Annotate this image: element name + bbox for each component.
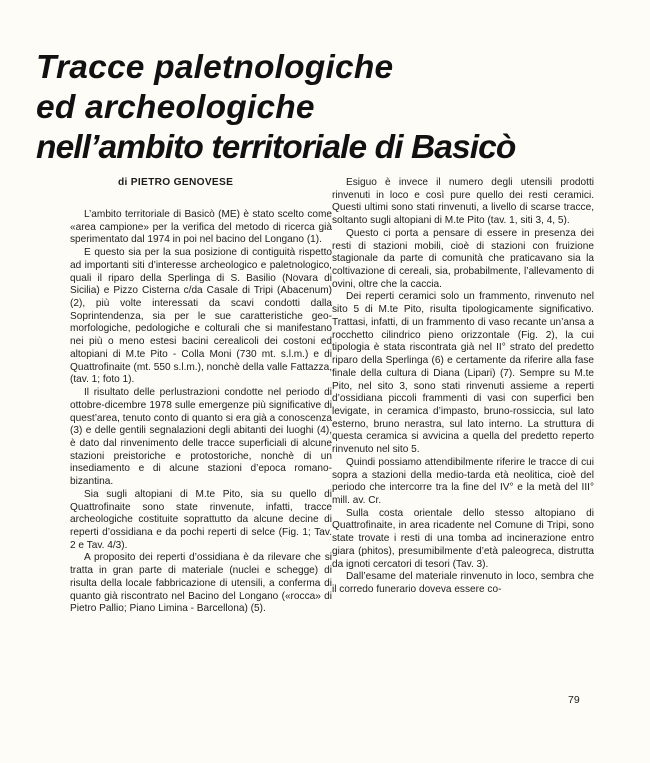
paragraph: Dei reperti ceramici solo un frammento, rinvenuto nel sito 5 di M.te Pito, risulta tipologicamente significativo. Trattasi, infatti, di un frammento di vaso recante un’ansa a rocchetto cilindrico pieno orizzontale (Fig. 2), la cui tipologia è stata riscontrata già nel II° strato del predetto riparo della Sperlinga (6) e certamente da riferire alla fase finale della cultura di Diana (Lipari) (7). Sempre su M.te Pito, nel sito 3, sono stati rinvenuti assieme a reperti d’ossidiana piccoli frammenti di vasi con superfici ben levigate, in ceramica d’impasto, bruno-rossiccia, sul lato esterno, bruno nerastra, sul lato interno. La struttura di questa ceramica si avvicina a quella del predetto reperto rinvenuto nel sito 5. <box>332 291 594 456</box>
paragraph: Dall’esame del materiale rinvenuto in loco, sembra che il corredo funerario doveva essere co- <box>332 571 594 595</box>
left-column <box>70 209 332 616</box>
paragraph: Questo ci porta a pensare di essere in presenza dei resti di stazioni mobili, cioè di stazioni con fruizione stagionale da parte di comunità che praticavano sia la coltivazione di cereali, sia, probabilmente, l’allevamento di ovini, oltre che la caccia. <box>332 227 594 290</box>
author-byline: di PIETRO GENOVESE <box>118 177 234 188</box>
paragraph: Sia sugli altopiani di M.te Pito, sia su quello di Quattrofinaite sono state rinvenute, infatti, tracce archeologiche costituite soprattutto da alcune decine di reperti d’ossidiana e da pochi reperti di selce (Fig. 1; Tav. 2 e Tav. 4/3). <box>70 488 332 551</box>
article-title <box>36 48 626 168</box>
paragraph: Quindi possiamo attendibilmente riferire le tracce di cui sopra a stazioni della medio-tarda età neolitica, cioè del periodo che intercorre tra la fine del IV° e la metà del III° mill. av. Cr. <box>332 456 594 506</box>
title-line-2: ed archeologiche <box>36 89 315 126</box>
paragraph: L’ambito territoriale di Basicò (ME) è stato scelto come «area campione» per la verifica del metodo di ricerca già sperimentato dal 1974 in poi nel bacino del Longano (1). <box>70 209 332 246</box>
paragraph: Sulla costa orientale dello stesso altopiano di Quattrofinaite, in area ricadente nel Comune di Tripi, sono state trovate i resti di una tomba ad incinerazione entro giara (phitos), presumibilmente d’età paleogreca, distrutta da ignoti cercatori di tesori (Tav. 3). <box>332 507 594 570</box>
paragraph: E questo sia per la sua posizione di contiguità rispetto ad importanti siti d’interesse archeologico e paletnologico, quali il riparo della Sperlinga di S. Basilio (Novara di Sicilia) e Pizzo Cisterna c/da Casale di Tripi (Abacenum) (2), più volte interessati da scavi condotti dalla Soprintendenza, sia per le sue caratteristiche geo-morfologiche, pedologiche e colturali che si manifestano nei più o meno estesi bacini cerealicoli dei costoni ed altopiani di M.te Pito - Colla Moni (730 mt. s.l.m.) e di Quattrofinaite (mt. 550 s.l.m.), nonchè della valle Fattazza, (tav. 1; foto 1). <box>70 247 332 386</box>
paragraph: A proposito dei reperti d’ossidiana è da rilevare che si tratta in gran parte di materiale (nuclei e schegge) di risulta della locale fabbricazione di utensili, a conferma di quanto già riscontrato nel Bacino del Longano («rocca» di Pietro Pallio; Piano Limina - Barcellona) (5). <box>70 552 332 615</box>
paragraph: Esiguo è invece il numero degli utensili prodotti rinvenuti in loco e così pure quello dei resti ceramici. Questi ultimi sono stati rinvenuti, a livello di scarse tracce, soltanto sugli altopiani di M.te Pito (tav. 1, siti 3, 4, 5). <box>332 177 594 227</box>
right-column <box>332 177 594 597</box>
title-line-3: nell’ambito territoriale di Basicò <box>36 129 516 166</box>
title-line-1: Tracce paletnologiche <box>36 49 394 86</box>
paragraph: Il risultato delle perlustrazioni condotte nel periodo di ottobre-dicembre 1978 sulle emergenze più significative di quest’area, tenuto conto di quanto si era già a conoscenza (3) e delle gentili segnalazioni degli abitanti dei luoghi (4), è dato dal rinvenimento delle tracce superficiali di alcune stazioni preistoriche e protostoriche, nonchè di un insediamento e di alcune stazioni d’epoca romano-bizantina. <box>70 387 332 488</box>
page-number: 79 <box>568 694 580 706</box>
